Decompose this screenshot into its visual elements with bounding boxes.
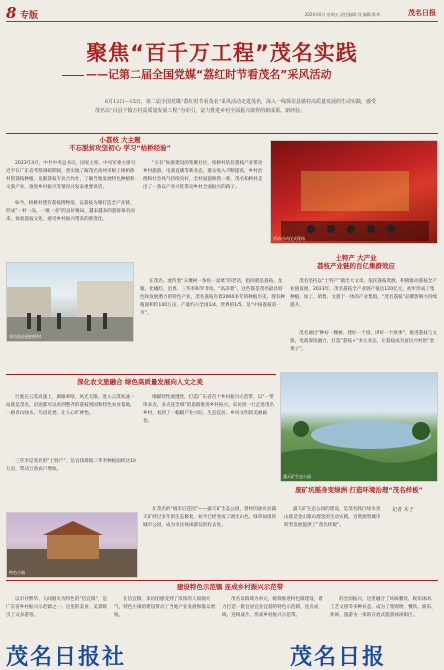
section3-col1: 行驶在云茂高速上，满眼翠绿，风光无限。进入云茂高速一站就是茂名，沿途都可以看到整齐的荔枝果园和特色农业基地，一路青山绿水、鸟语花香，让人心旷神怡。 [6,395,135,416]
masthead [6,4,438,22]
village-image [7,263,134,342]
section2-title [276,254,436,270]
photo-town [6,512,138,578]
section2-title-line2: 荔枝产业链的百亿集群效应 [317,262,395,270]
lake-park-image [281,373,438,482]
section1-title [60,136,180,152]
section3-col2: 细腻特性通透性，打造广东省首个乡村振兴示范带，以“一带串多点、多点连全域”的思路推进乡村振兴。采访团一行走进茂名乡村，看到了一幅幅产业兴旺、生态宜居、乡风文明的美丽画卷。 [143,395,275,424]
ceremony-image [271,141,438,244]
section3-col1b: 三华李是茂名的“土特产”，信宜钱排镇三华李种植面积达10万亩，带动万余农户增收。 [6,459,136,472]
section5-col2: 在信宜镇，采访团感受到了浓浓的人间烟火气，特色小镇的建设带动了当地产业发展和群众增收。 [114,597,216,618]
section5-col1: 以市井繁华、人间烟火为特色的“信宜镇”，是广东省乡村振兴示范镇之一。这里的美食、美景吸引了众多游客。 [6,597,108,618]
photo-lake-park [280,372,438,482]
page-number: 8 [6,4,17,22]
section5-col4: 的全面振兴，这里融合了风味餐饮、娱乐休闲、工艺文创等多种业态，成为了集购物、餐饮、娱乐、休闲、旅游为一体的开放式旅游休闲街区。 [330,597,436,618]
section2-title-line1: 土特产 大产业 [335,254,377,262]
section2-col2: 茂名坚持以“土特产”做出大文章，依托荔枝资源，积极推动荔枝全产业链发展，2023年，茂名荔枝全产业链产值达120亿元，初步形成了集种植、加工、销售、文旅于一体的产业集群，“茂名荔枝”品牌影响力持续提升。 [290,279,438,308]
photo-caption: 活动启动仪式现场 [273,236,305,241]
section5-title: 建设特色示范镇 连成乡村振兴示范带 [176,583,284,591]
section-tag: 专版 [20,11,39,21]
photo-caption: 采访团走进柏桥村 [9,334,41,339]
byline: 记者 木子 [392,507,414,513]
section2-col3: 茂名通过“种好一棵树、建好一个园、讲好一个故事”，推进荔枝与文旅、电商深度融合，打造“荔枝+”多元业态，让荔枝成为富民兴村的“金果子”。 [290,331,437,352]
section4-title: 废矿坑摇身变绿洲 打造环境治理“茂名样板” [295,486,423,494]
footer-watermark-left: 茂名日报社 [6,645,127,670]
photo-caption: 露天矿生态公园 [283,474,311,479]
photo-village [6,262,134,342]
photo-ceremony [270,140,438,244]
lead-paragraph: 6月12日—15日，第二届全国党媒“荔红时节看茂名”采风活动走进茂名，深入一线探访县镇村高质量发展的生动实践，感受茂名以“百县千镇万村高质量发展工程”为牵引，奋力推进乡村全面振兴取得的新成果、新经验。 [95,99,377,114]
issue-info: 2024年6月 星期五 责任编辑:刘 编辑:陈华 [304,12,380,17]
section1-col1b: 如今，柏桥村建有荔枝博物馆，以荔枝为媒打造全产业链，形成“一村一品、一镇一业”的良好格局，越来越多的游客慕名而来，体验荔枝文化，感受乡村振兴带来的新变化。 [6,201,135,222]
divider [6,374,276,375]
section1-col2: “五有”标准建设的集聚社区，柏桥村依托荔枝产业带动乡村旅游、电商直播等新业态，群众收入不断提高，乡村治理和社会风气持续向好，全村面貌焕然一新，茂名柏桥村走出了一条以产业兴旺带动乡村全面振兴的路子。 [143,161,263,190]
page-subhead [62,66,442,82]
section1-title-line1: 小荔枝 大主题 [99,136,141,144]
photo-caption: 特色小镇 [9,570,25,575]
subhead-text: ——记第二届全国党媒“荔红时节看茂名”采风活动 [86,68,332,81]
section1-title-line2: 不忘脱贫攻坚初心 学习“枯桥经验” [69,144,171,152]
page-headline: 聚焦“百千万工程”茂名实践 [86,41,358,65]
section4-col2: 露天矿生态公园的建设，是茂名践行绿水青山就是金山银山理念的生动实践，为资源型城市转型发展提供了“茂名样板”。 [284,507,381,528]
paper-logo: 茂名日报 [408,9,436,17]
town-image [7,513,138,578]
section1-col1: 2023年4月，中共中央总书记、国家主席、中央军委主席习近平在广东省考察调研期间，曾实地了解茂名高州市根子镇柏桥村的荔枝种植、龙眼荔枝专业合作社，了解当地发展特色种植和文旅产业、推进乡村振兴等情况并发表重要讲话。 [6,161,136,190]
section4-col1: 在茂名的“城市后花园”——露天矿生态公园，曾经的油页岩露天矿经过多年的生态修复，如今已经变成了湖光山色、绿草如茵的城市公园，成为市民休闲游玩的好去处。 [143,507,277,528]
section3-title: 深化农文旅融合 绿色高质量发展向人文之美 [77,378,203,386]
section5-col3: 茂名以镇域为单元，统筹推进特色镇建设，着力打造一批宜居宜业宜游的特色示范镇，连点成线、连线成片，形成乡村振兴示范带。 [222,597,323,618]
footer-watermark-right: 茂名日报 [290,645,387,670]
section2-col1: 在茂名，流传着“五棵树一条鱼一桌菜”的老话，指的就是荔枝、龙眼、化橘红、沉香、三华李和罗非鱼。“高凉菜”。这些都是茂名最具特色和发展潜力的特色产业。茂名荔枝有着2000多年的种植历史，现有种植面积约140万亩，产量约占全国1/4、世界的1/5，是“中国荔枝第一市”。 [140,279,285,316]
divider [6,580,438,581]
divider [6,133,438,134]
